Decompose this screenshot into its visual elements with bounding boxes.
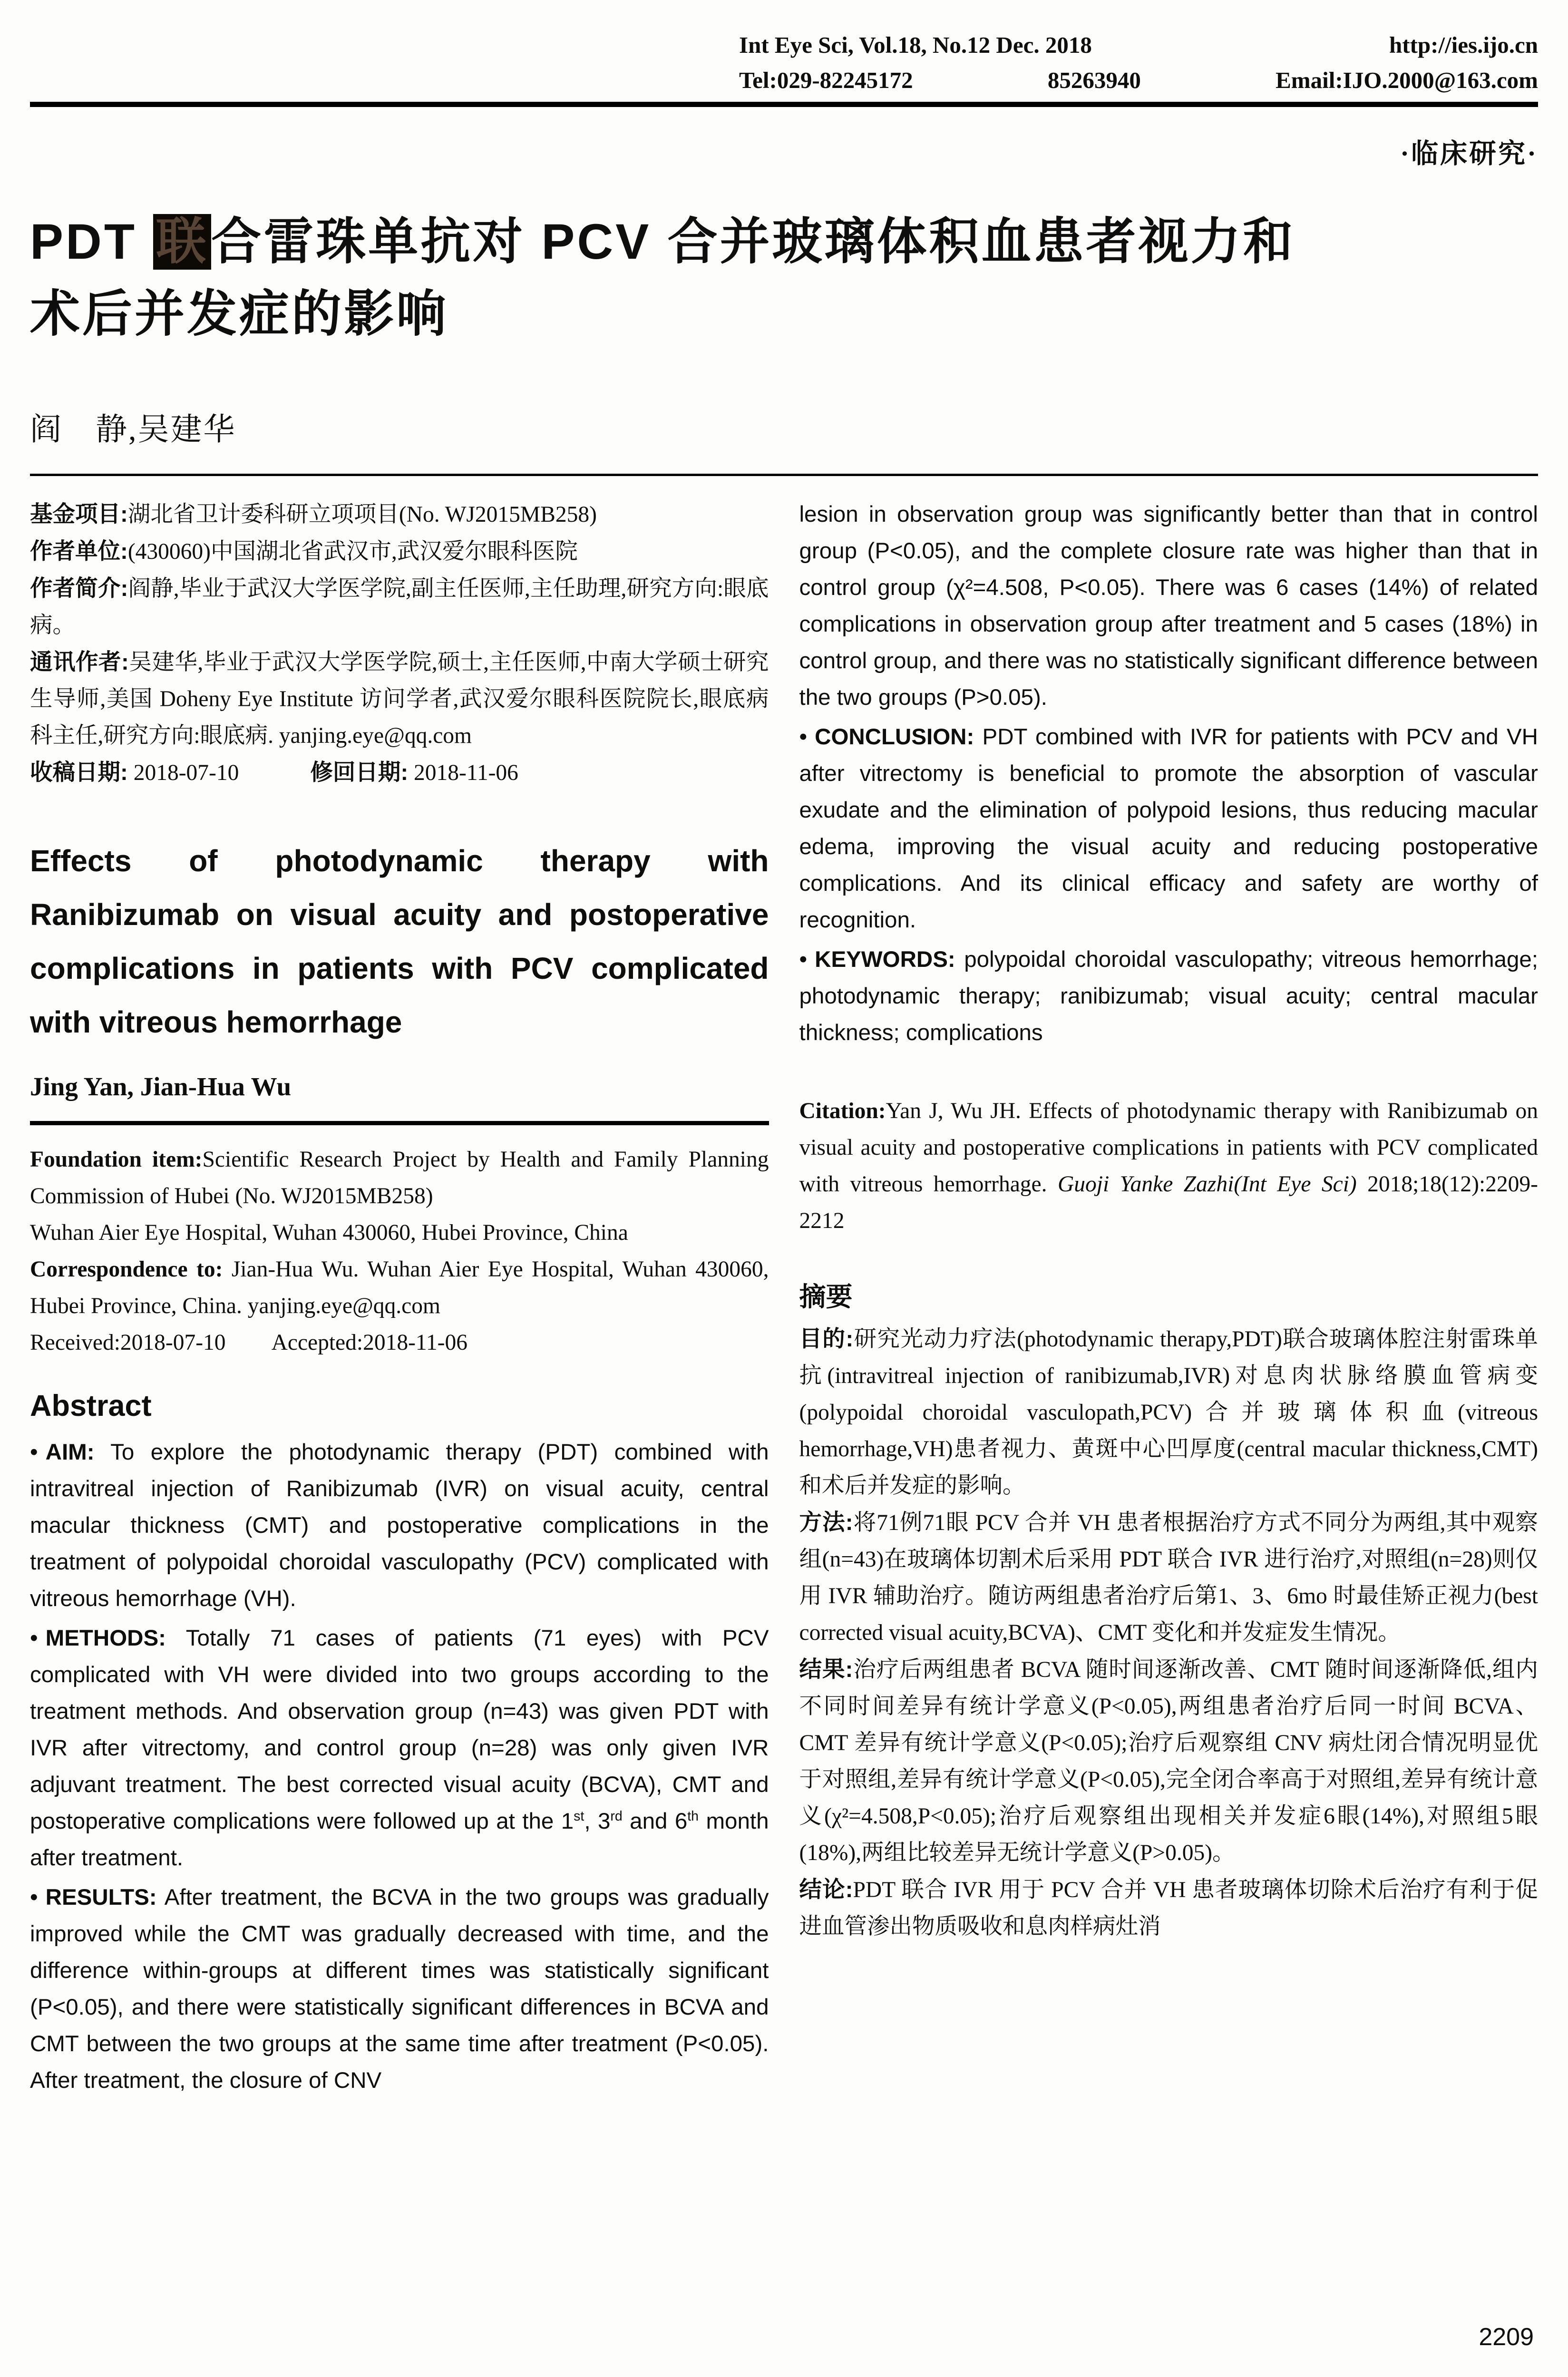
journal-tel-secondary: 85263940 bbox=[1047, 67, 1141, 93]
bullet-icon: • bbox=[799, 947, 808, 972]
abstract-methods-text-1: Totally 71 cases of patients (71 eyes) with PCV complicated with VH were divided into two groups according to the treatment methods. And observation group (n=43) was given PDT with IVR after vitrectomy, and control group (n=28) was only given IVR adjuvant treatment. The best corrected visual acuity (BCVA), CMT and postoperative complications were followed up at the 1 bbox=[30, 1626, 769, 1834]
abstract-cn-methods-label: 方法: bbox=[799, 1510, 853, 1535]
journal-email: Email:IJO.2000@163.com bbox=[1276, 67, 1538, 93]
dates-cn bbox=[30, 754, 769, 791]
ordinal-superscript: rd bbox=[610, 1809, 623, 1824]
citation bbox=[799, 1093, 1539, 1239]
affiliation-cn bbox=[30, 533, 769, 570]
correspondence-cn-text: 吴建华,毕业于武汉大学医学院,硕士,主任医师,中南大学硕士研究生导师,美国 Doheny Eye Institute 访问学者,武汉爱尔眼科医院院长,眼底病科主任,研究方向:眼底病. yanjing.eye@qq.com bbox=[30, 650, 769, 748]
foundation-item-en bbox=[30, 1141, 769, 1215]
foundation-item-cn-label: 基金项目: bbox=[30, 502, 128, 527]
article-title-cn bbox=[30, 206, 1538, 351]
title-cn-segment-pre: PDT bbox=[30, 214, 154, 270]
citation-journal-name: Guoji Yanke Zazhi(Int Eye Sci) bbox=[1057, 1172, 1357, 1197]
received-date-en-label: Received: bbox=[30, 1330, 120, 1355]
abstract-aim bbox=[30, 1434, 769, 1617]
abstract-aim-text: To explore the photodynamic therapy (PDT) combined with intravitreal injection of Ranibizumab (IVR) on visual acuity, central macular thickness (CMT) and postoperative complications in the treatment of polypoidal choroidal vasculopathy (PCV) complicated with vitreous hemorrhage (VH). bbox=[30, 1440, 769, 1611]
abstract-cn-heading: 摘要 bbox=[799, 1282, 853, 1312]
accepted-date-en-label: Accepted: bbox=[271, 1330, 363, 1355]
abstract-methods-text-4: month after treatment. bbox=[30, 1809, 769, 1870]
correspondence-en-text: Jian-Hua Wu. Wuhan Aier Eye Hospital, Wuhan 430060, Hubei Province, China. yanjing.eye@qq.com bbox=[30, 1257, 769, 1318]
abstract-results-text: After treatment, the BCVA in the two groups was gradually improved while the CMT was gradually decreased with time, and the difference within-groups at different times was statistically significant (P<0.05), and there were statistically significant differences in BCVA and CMT between the two groups at the same time after treatment (P<0.05). After treatment, the closure of CNV bbox=[30, 1885, 769, 2093]
journal-header-line-1 bbox=[739, 28, 1538, 63]
accepted-date-en: 2018-11-06 bbox=[363, 1330, 467, 1355]
journal-website: http://ies.ijo.cn bbox=[1389, 32, 1538, 58]
abstract-conclusion-text: PDT combined with IVR for patients with PCV and VH after vitrectomy is beneficial to promote the absorption of vascular exudate and the elimination of polypoid lesions, thus reducing macular edema, improving the visual acuity and reducing postoperative complications. And its clinical efficacy and safety are worthy of recognition. bbox=[799, 724, 1538, 933]
authors-cn: 阎 静,吴建华 bbox=[30, 412, 236, 447]
abstract-cn-methods-text: 将71例71眼 PCV 合并 VH 患者根据治疗方式不同分为两组,其中观察组(n=43)在玻璃体切割术后采用 PDT 联合 IVR 进行治疗,对照组(n=28)则仅用 IVR 辅助治疗。随访两组患者治疗后第1、3、6mo 时最佳矫正视力(best corrected visual acuity,BCVA)、CMT 变化和并发症发生情况。 bbox=[799, 1510, 1538, 1645]
affiliation-en: Wuhan Aier Eye Hospital, Wuhan 430060, Hubei Province, China bbox=[30, 1220, 628, 1245]
two-column-body bbox=[30, 496, 1538, 2102]
left-column bbox=[30, 496, 769, 2102]
abstract-cn-methods bbox=[799, 1504, 1539, 1651]
correspondence-en-label: Correspondence to: bbox=[30, 1257, 223, 1282]
authors-en: Jing Yan, Jian-Hua Wu bbox=[30, 1072, 292, 1101]
abstract-keywords-label: KEYWORDS: bbox=[815, 947, 955, 972]
abstract-methods bbox=[30, 1620, 769, 1876]
correspondence-cn bbox=[30, 644, 769, 754]
citation-volume-pages: 2018;18(12):2209-2212 bbox=[799, 1172, 1538, 1233]
title-divider-rule bbox=[30, 474, 1538, 476]
abstract-aim-label: AIM: bbox=[45, 1440, 95, 1465]
journal-tel: Tel:029-82245172 bbox=[739, 67, 913, 93]
correspondence-cn-label: 通讯作者: bbox=[30, 650, 129, 675]
abstract-methods-text-3: and 6 bbox=[622, 1809, 688, 1834]
citation-text: Yan J, Wu JH. Effects of photodynamic therapy with Ranibizumab on visual acuity and postoperative complications in patients with PCV complicated with vitreous hemorrhage. bbox=[799, 1099, 1538, 1197]
abstract-cn-results-label: 结果: bbox=[799, 1657, 853, 1682]
header-divider-rule bbox=[30, 102, 1538, 107]
correspondence-en bbox=[30, 1251, 769, 1325]
foundation-item-en-text: Scientific Research Project by Health and Family Planning Commission of Hubei (No. WJ2015MB258) bbox=[30, 1147, 769, 1208]
abstract-cn-objective bbox=[799, 1321, 1539, 1504]
abstract-cn-results-text: 治疗后两组患者 BCVA 随时间逐渐改善、CMT 随时间逐渐降低,组内不同时间差异有统计学意义(P<0.05),两组患者治疗后同一时间 BCVA、CMT 差异有统计学意义(P<0.05);治疗后观察组 CNV 病灶闭合情况明显优于对照组,差异有统计学意义(P<0.05),完全闭合率高于对照组,差异有统计意义(χ²=4.508,P<0.05);治疗后观察组出现相关并发症6眼(14%),对照组5眼(18%),两组比较差异无统计学意义(P>0.05)。 bbox=[799, 1657, 1538, 1865]
affiliation-cn-text: (430060)中国湖北省武汉市,武汉爱尔眼科医院 bbox=[127, 539, 578, 564]
ordinal-superscript: st bbox=[574, 1809, 584, 1824]
abstract-cn-conclusion-label: 结论: bbox=[799, 1877, 853, 1902]
affiliation-cn-label: 作者单位: bbox=[30, 539, 128, 564]
abstract-keywords-text: polypoidal choroidal vasculopathy; vitreous hemorrhage; photodynamic therapy; ranibizumab; visual acuity; central macular thickness; complications bbox=[799, 947, 1538, 1045]
abstract-results-continued: lesion in observation group was significantly better than that in control group (P<0.05), and the complete closure rate was higher than that in control group (χ²=4.508, P<0.05). There was 6 cases (14%) of related complications in observation group after treatment and 5 cases (18%) in control group, and there was no statistically significant difference between the two groups (P>0.05). bbox=[799, 502, 1538, 710]
author-bio-cn bbox=[30, 570, 769, 644]
title-cn-line2: 术后并发症的影响 bbox=[30, 286, 449, 342]
ordinal-superscript: th bbox=[687, 1809, 699, 1824]
journal-volume-info: Int Eye Sci, Vol.18, No.12 Dec. 2018 bbox=[739, 32, 1092, 58]
abstract-conclusion bbox=[799, 719, 1539, 938]
citation-label: Citation: bbox=[799, 1099, 886, 1123]
abstract-cn-conclusion bbox=[799, 1871, 1539, 1945]
abstract-conclusion-label: CONCLUSION: bbox=[815, 724, 974, 750]
dates-en bbox=[30, 1325, 769, 1361]
section-label: ·临床研究· bbox=[1400, 139, 1538, 169]
revised-date-cn-label: 修回日期: bbox=[310, 760, 409, 785]
abstract-heading: Abstract bbox=[30, 1389, 152, 1422]
abstract-methods-text-2: , 3 bbox=[584, 1809, 611, 1834]
author-bio-cn-text: 阎静,毕业于武汉大学医学院,副主任医师,主任助理,研究方向:眼底病。 bbox=[30, 576, 769, 638]
abstract-cn-objective-text: 研究光动力疗法(photodynamic therapy,PDT)联合玻璃体腔注射雷珠单抗(intravitreal injection of ranibizumab,IVR)对息肉状脉络膜血管病变(polypoidal choroidal vasculopath,PCV)合并玻璃体积血(vitreous hemorrhage,VH)患者视力、黄斑中心凹厚度(central macular thickness,CMT)和术后并发症的影响。 bbox=[799, 1327, 1538, 1498]
journal-header bbox=[30, 28, 1538, 98]
abstract-cn-objective-label: 目的: bbox=[799, 1326, 854, 1352]
abstract-cn-conclusion-text: PDT 联合 IVR 用于 PCV 合并 VH 患者玻璃体切除术后治疗有利于促进血管渗出物质吸收和息肉样病灶消 bbox=[799, 1878, 1539, 1939]
title-cn-segment-post: 合雷珠单抗对 PCV 合并玻璃体积血患者视力和 bbox=[211, 214, 1295, 270]
abstract-methods-label: METHODS: bbox=[45, 1626, 166, 1651]
article-title-en: Effects of photodynamic therapy with Ranibizumab on visual acuity and postoperative complications in patients with PCV complicated with vitreous hemorrhage bbox=[30, 844, 769, 1039]
received-date-cn-label: 收稿日期: bbox=[30, 760, 128, 785]
bullet-icon: • bbox=[30, 1885, 38, 1910]
author-bio-cn-label: 作者简介: bbox=[30, 576, 128, 601]
abstract-keywords bbox=[799, 941, 1539, 1051]
journal-header-line-2 bbox=[739, 63, 1538, 98]
right-column bbox=[799, 496, 1539, 2102]
bullet-icon: • bbox=[30, 1440, 38, 1465]
foundation-item-cn-text: 湖北省卫计委科研立项项目(No. WJ2015MB258) bbox=[127, 502, 597, 527]
foundation-item-en-label: Foundation item: bbox=[30, 1147, 203, 1172]
revised-date-cn: 2018-11-06 bbox=[408, 760, 518, 785]
abstract-results-label: RESULTS: bbox=[45, 1885, 157, 1910]
abstract-cn-results bbox=[799, 1651, 1539, 1871]
bullet-icon: • bbox=[30, 1626, 38, 1651]
foundation-item-cn bbox=[30, 496, 769, 533]
abstract-results bbox=[30, 1879, 769, 2099]
received-date-en: 2018-07-10 bbox=[120, 1330, 226, 1355]
column-divider-rule bbox=[30, 1121, 769, 1125]
page-number: 2209 bbox=[1479, 2323, 1534, 2351]
title-cn-highlighted-char: 联 bbox=[153, 214, 211, 270]
received-date-cn: 2018-07-10 bbox=[127, 760, 239, 785]
bullet-icon: • bbox=[799, 724, 808, 750]
